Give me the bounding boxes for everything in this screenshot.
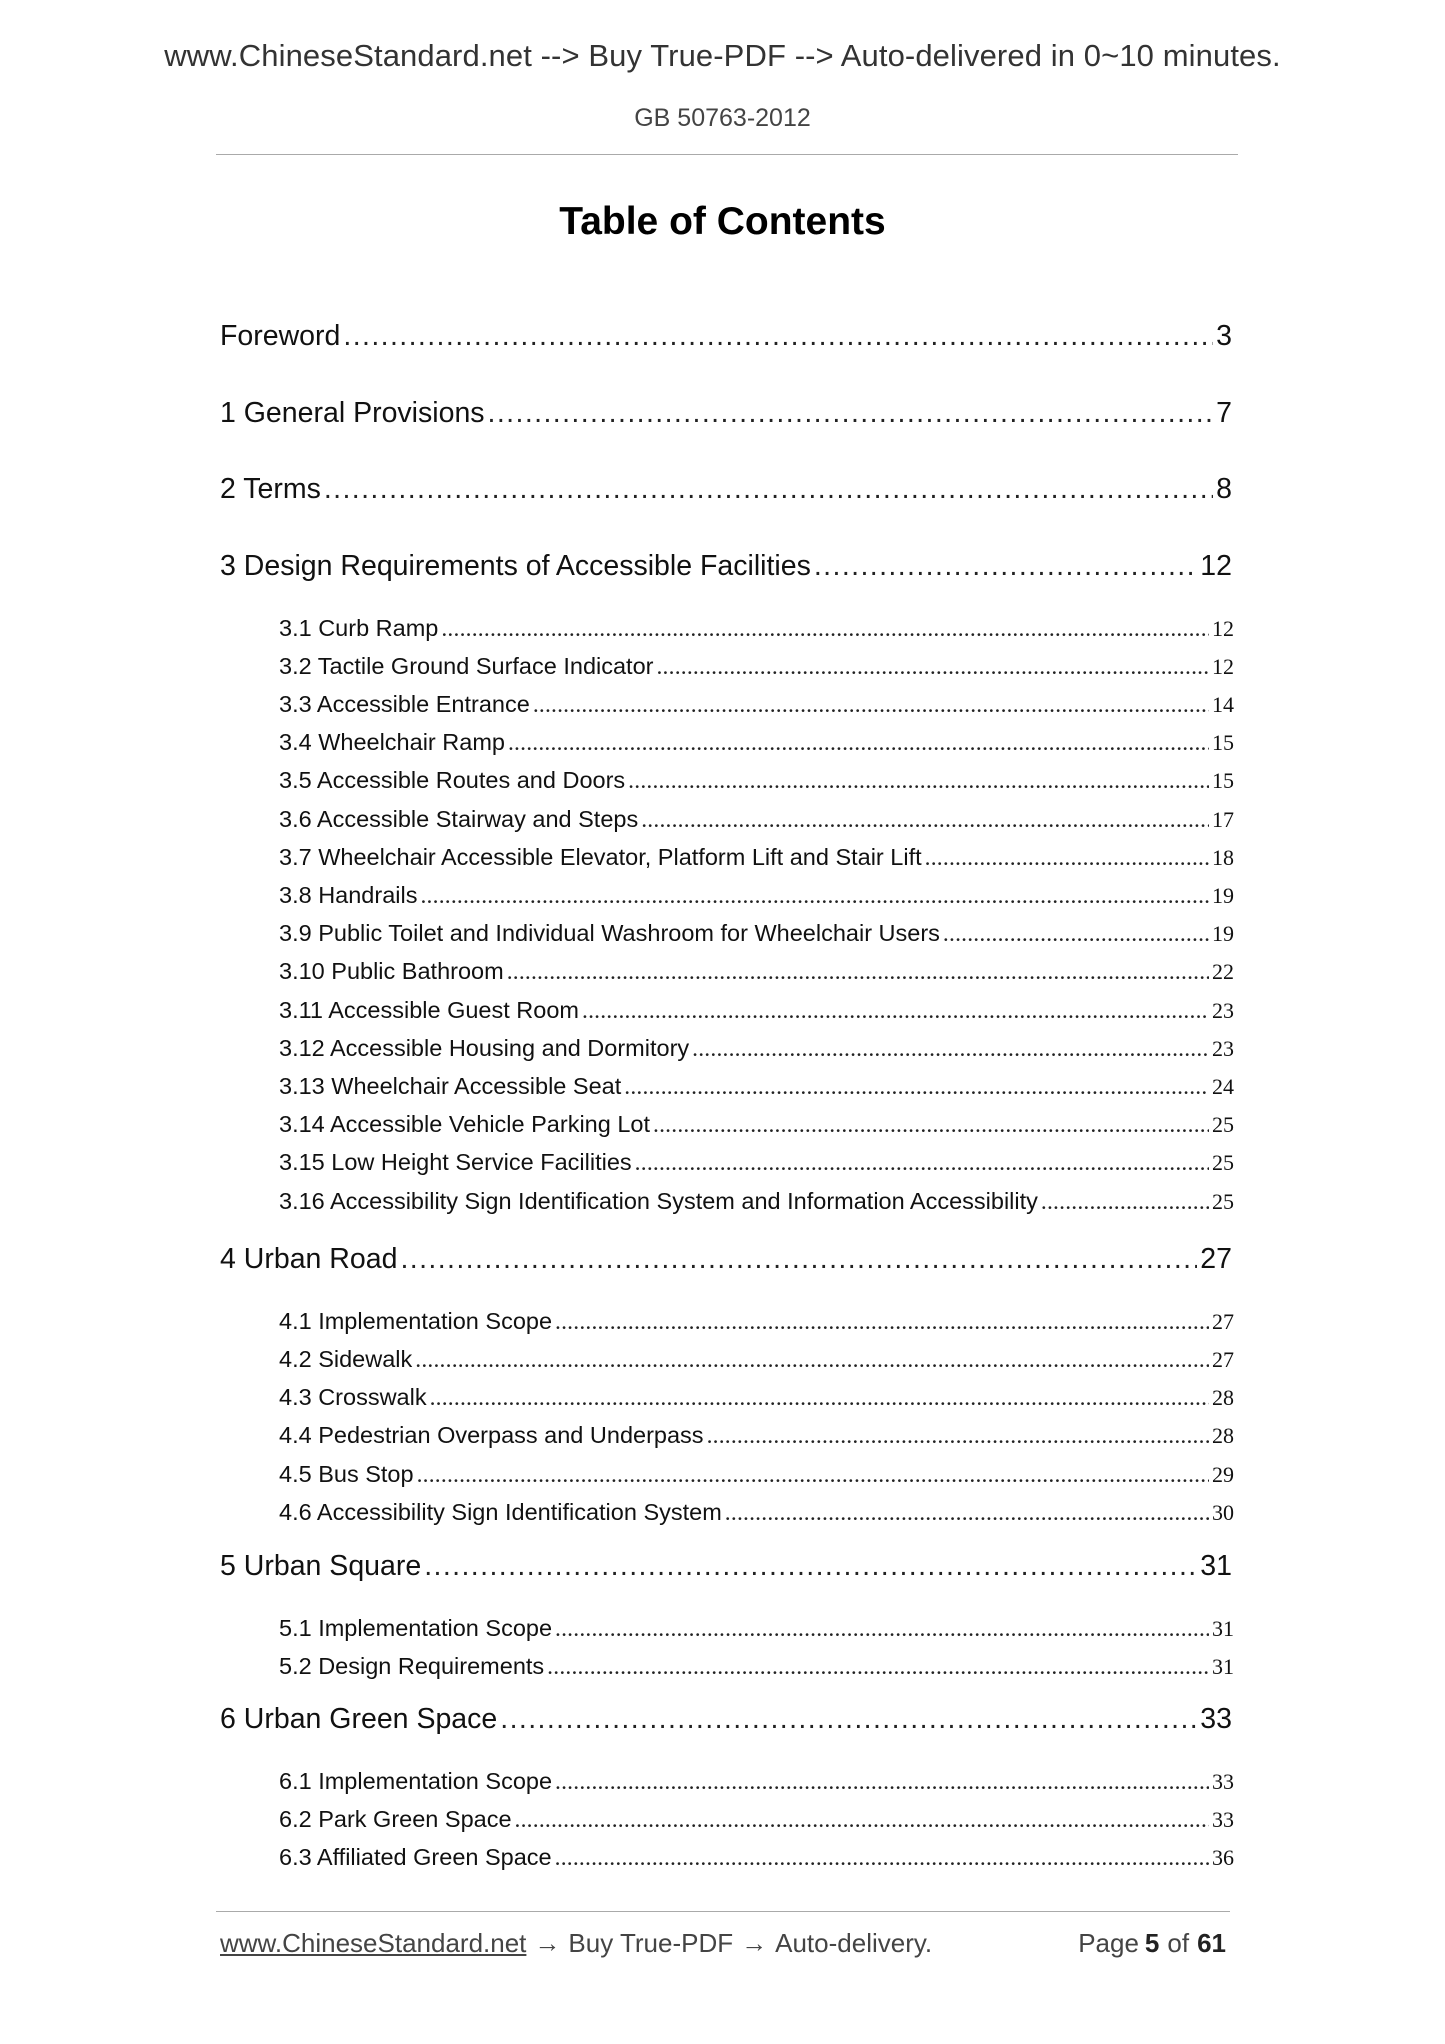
toc-dot-leader [814,547,1197,585]
toc-dot-leader [441,612,1209,645]
toc-dot-leader [555,1305,1209,1338]
toc-dot-leader [656,650,1209,683]
toc-entry-label: 4.1 Implementation Scope [279,1308,553,1334]
toc-entry-page-number: 31 [1200,1550,1232,1582]
toc-section-entry[interactable] [279,1381,1234,1413]
toc-section-entry[interactable] [279,1650,1234,1682]
toc-entry-page-number: 12 [1212,654,1234,679]
arrow-right-icon: → [534,1928,561,1958]
toc-dot-leader [515,1803,1209,1836]
toc-entry-page-number: 27 [1212,1347,1234,1372]
document-code: GB 50763-2012 [634,104,811,132]
arrow-right-icon: → [741,1928,768,1958]
toc-section-entry[interactable] [279,764,1234,796]
toc-entry-page-number: 12 [1212,616,1234,641]
toc-dot-leader [508,726,1209,759]
toc-entry-page-number: 23 [1212,1036,1234,1061]
toc-dot-leader [555,1765,1209,1798]
toc-entry-page-number: 25 [1212,1150,1234,1175]
toc-entry-page-number: 33 [1212,1807,1234,1832]
toc-entry-label: 3.9 Public Toilet and Individual Washroom for Wheelchair Users [279,920,940,946]
toc-section-entry[interactable] [279,650,1234,682]
toc-entry-label: 3.14 Accessible Vehicle Parking Lot [279,1111,651,1137]
toc-dot-leader [641,803,1209,836]
toc-entry-label: 6.1 Implementation Scope [279,1768,553,1794]
toc-section-entry[interactable] [279,1765,1234,1797]
toc-entry-label: 3.16 Accessibility Sign Identification System and Information Accessibility [279,1188,1038,1214]
toc-entry-label: 3.6 Accessible Stairway and Steps [279,806,639,832]
toc-entry-page-number: 15 [1212,730,1234,755]
toc-chapter-entry[interactable] [220,470,1232,508]
toc-section-entry[interactable] [279,1108,1234,1140]
toc-entry-label: 3.7 Wheelchair Accessible Elevator, Platform Lift and Stair Lift [279,844,922,870]
toc-dot-leader [555,1612,1209,1645]
toc-entry-page-number: 7 [1216,397,1232,429]
toc-section-entry[interactable] [279,1146,1234,1178]
toc-dot-leader [430,1381,1209,1414]
page-footer [220,1928,1232,1968]
toc-entry-label: 3.1 Curb Ramp [279,615,439,641]
footer-page-current: 5 [1144,1928,1160,1958]
toc-dot-leader [417,1458,1209,1491]
toc-section-entry[interactable] [279,1185,1234,1217]
toc-section-entry[interactable] [279,1070,1234,1102]
toc-dot-leader [415,1343,1209,1376]
toc-entry-label: 4 Urban Road [220,1243,398,1275]
toc-entry-label: 3.12 Accessible Housing and Dormitory [279,1035,690,1061]
toc-section-entry[interactable] [279,1803,1234,1835]
footer-page-word: Page [1078,1928,1139,1958]
toc-entry-label: 3.4 Wheelchair Ramp [279,729,505,755]
toc-entry-label: 3.10 Public Bathroom [279,958,504,984]
toc-entry-label: 4.4 Pedestrian Overpass and Underpass [279,1422,704,1448]
toc-dot-leader [533,688,1209,721]
toc-dot-leader [488,394,1214,432]
toc-title: Table of Contents [559,200,886,243]
toc-entry-label: 3.5 Accessible Routes and Doors [279,767,626,793]
toc-entry-page-number: 19 [1212,883,1234,908]
toc-entry-page-number: 29 [1212,1462,1234,1487]
toc-entry-page-number: 31 [1212,1616,1234,1641]
toc-entry-page-number: 30 [1212,1500,1234,1525]
toc-entry-label: 3.13 Wheelchair Accessible Seat [279,1073,622,1099]
toc-entry-label: 3.15 Low Height Service Facilities [279,1149,632,1175]
toc-section-entry[interactable] [279,841,1234,873]
toc-chapter-entry[interactable] [220,1700,1232,1738]
toc-entry-page-number: 33 [1200,1703,1232,1735]
toc-entry-page-number: 19 [1212,921,1234,946]
toc-dot-leader [400,1240,1197,1278]
toc-entry-label: 5.1 Implementation Scope [279,1615,553,1641]
footer-of-word: of [1167,1928,1190,1958]
toc-section-entry[interactable] [279,879,1234,911]
toc-entry-page-number: 36 [1212,1845,1234,1870]
toc-entry-page-number: 25 [1212,1189,1234,1214]
toc-entry-label: 3.8 Handrails [279,882,418,908]
toc-entry-label: 3.11 Accessible Guest Room [279,997,579,1023]
toc-dot-leader [925,841,1209,874]
toc-dot-leader [1041,1185,1209,1218]
toc-entry-label: 4.3 Crosswalk [279,1384,427,1410]
toc-dot-leader [628,764,1209,797]
toc-entry-page-number: 25 [1212,1112,1234,1137]
footer-page-total: 61 [1197,1928,1226,1958]
toc-entry-page-number: 27 [1212,1309,1234,1334]
toc-dot-leader [547,1650,1209,1683]
toc-entry-page-number: 14 [1212,692,1234,717]
toc-chapter-entry[interactable] [220,317,1232,355]
toc-dot-leader [343,317,1213,355]
footer-site-link[interactable]: www.ChineseStandard.net [220,1928,527,1958]
toc-section-entry[interactable] [279,1612,1234,1644]
toc-entry-page-number: 18 [1212,845,1234,870]
header-divider [216,154,1238,155]
toc-section-entry[interactable] [279,1032,1234,1064]
toc-entry-label: 3.2 Tactile Ground Surface Indicator [279,653,654,679]
toc-dot-leader [500,1700,1197,1738]
toc-dot-leader [507,955,1209,988]
toc-dot-leader [692,1032,1209,1065]
site-banner: www.ChineseStandard.net --> Buy True-PDF --> Auto-delivered in 0~10 minutes. [164,38,1281,73]
toc-entry-page-number: 24 [1212,1074,1234,1099]
toc-entry-label: 6.3 Affiliated Green Space [279,1844,552,1870]
toc-entry-label: 4.2 Sidewalk [279,1346,413,1372]
toc-section-entry[interactable] [279,803,1234,835]
toc-entry-page-number: 22 [1212,959,1234,984]
toc-chapter-entry[interactable] [220,547,1232,585]
toc-dot-leader [582,994,1209,1027]
toc-entry-label: 4.6 Accessibility Sign Identification System [279,1499,722,1525]
toc-dot-leader [555,1841,1209,1874]
toc-dot-leader [424,1547,1197,1585]
toc-entry-page-number: 33 [1212,1769,1234,1794]
toc-dot-leader [707,1419,1209,1452]
toc-entry-page-number: 31 [1212,1654,1234,1679]
toc-chapter-entry[interactable] [220,1240,1232,1278]
toc-entry-page-number: 3 [1216,320,1232,352]
toc-section-entry[interactable] [279,1496,1234,1528]
toc-dot-leader [943,917,1209,950]
toc-entry-label: 6 Urban Green Space [220,1703,498,1735]
toc-entry-page-number: 27 [1200,1243,1232,1275]
toc-section-entry[interactable] [279,726,1234,758]
toc-section-entry[interactable] [279,1343,1234,1375]
toc-dot-leader [324,470,1213,508]
toc-entry-label: 3.3 Accessible Entrance [279,691,530,717]
toc-section-entry[interactable] [279,612,1234,644]
toc-chapter-entry[interactable] [220,1547,1232,1585]
toc-entry-page-number: 28 [1212,1423,1234,1448]
toc-entry-label: 5.2 Design Requirements [279,1653,545,1679]
toc-dot-leader [653,1108,1209,1141]
toc-entry-label: 5 Urban Square [220,1550,422,1582]
toc-dot-leader [624,1070,1209,1103]
toc-section-entry[interactable] [279,917,1234,949]
toc-entry-label: 1 General Provisions [220,397,485,429]
toc-entry-label: 6.2 Park Green Space [279,1806,512,1832]
toc-entry-page-number: 8 [1216,473,1232,505]
toc-entry-page-number: 28 [1212,1385,1234,1410]
toc-entry-page-number: 15 [1212,768,1234,793]
toc-entry-label: 2 Terms [220,473,321,505]
toc-entry-page-number: 12 [1200,550,1232,582]
toc-entry-label: 3 Design Requirements of Accessible Facilities [220,550,811,582]
toc-section-entry[interactable] [279,955,1234,987]
toc-entry-page-number: 17 [1212,807,1234,832]
toc-section-entry[interactable] [279,688,1234,720]
toc-section-entry[interactable] [279,1458,1234,1490]
toc-dot-leader [420,879,1209,912]
toc-section-entry[interactable] [279,1841,1234,1873]
toc-section-entry[interactable] [279,994,1234,1026]
footer-divider [216,1911,1230,1912]
toc-dot-leader [725,1496,1209,1529]
footer-auto-text: Auto-delivery. [775,1928,933,1958]
footer-buy-text: Buy True-PDF [568,1928,734,1958]
toc-entry-label: 4.5 Bus Stop [279,1461,414,1487]
toc-dot-leader [635,1146,1209,1179]
toc-entry-page-number: 23 [1212,998,1234,1023]
toc-section-entry[interactable] [279,1305,1234,1337]
toc-entry-label: Foreword [220,320,341,352]
toc-chapter-entry[interactable] [220,394,1232,432]
toc-section-entry[interactable] [279,1419,1234,1451]
